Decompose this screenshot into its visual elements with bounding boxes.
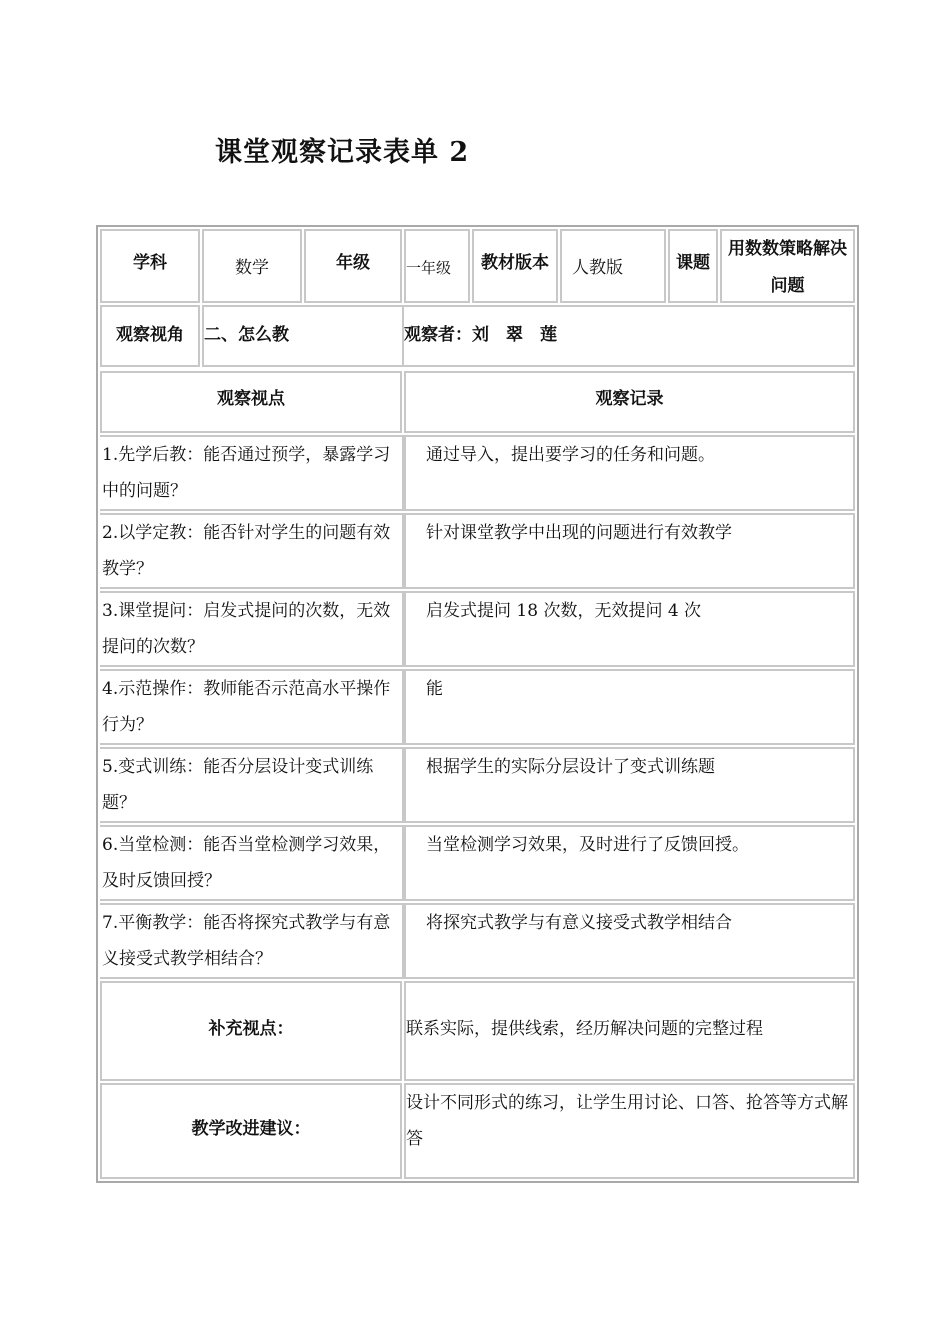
observation-record-6: 当堂检测学习效果，及时进行了反馈回授。 xyxy=(404,825,855,901)
observation-record-3: 启发式提问 18 次数，无效提问 4 次 xyxy=(404,591,855,667)
subject-value: 数学 xyxy=(202,229,302,303)
perspective-value: 二、怎么教 xyxy=(202,305,402,367)
topic-label: 课题 xyxy=(668,229,718,303)
topic-value: 用数数策略解决问题 xyxy=(720,229,855,303)
observation-point-3: 3.课堂提问：启发式提问的次数，无效提问的次数？ xyxy=(100,591,404,667)
supplement-value: 联系实际，提供线索，经历解决问题的完整过程 xyxy=(404,981,855,1081)
observation-point-7: 7.平衡教学：能否将探究式教学与有意义接受式教学相结合？ xyxy=(100,903,404,979)
observation-record-5: 根据学生的实际分层设计了变式训练题 xyxy=(404,747,855,823)
edition-value: 人教版 xyxy=(560,229,666,303)
observation-record-2: 针对课堂教学中出现的问题进行有效教学 xyxy=(404,513,855,589)
grade-value: 一年级 xyxy=(404,229,470,303)
observation-record-7: 将探究式教学与有意义接受式教学相结合 xyxy=(404,903,855,979)
observation-point-5: 5.变式训练：能否分层设计变式训练题？ xyxy=(100,747,404,823)
observation-record-4: 能 xyxy=(404,669,855,745)
observation-point-2: 2.以学定教：能否针对学生的问题有效教学？ xyxy=(100,513,404,589)
observation-record-1: 通过导入，提出要学习的任务和问题。 xyxy=(404,435,855,511)
page-title: 课堂观察记录表单 2 xyxy=(215,137,470,168)
supplement-label: 补充视点： xyxy=(100,981,402,1081)
observation-point-4: 4.示范操作：教师能否示范高水平操作行为？ xyxy=(100,669,404,745)
column-header-record: 观察记录 xyxy=(404,371,855,433)
suggestion-value: 设计不同形式的练习，让学生用讨论、口答、抢答等方式解答 xyxy=(404,1083,855,1179)
subject-label: 学科 xyxy=(100,229,200,303)
column-header-point: 观察视点 xyxy=(100,371,402,433)
observation-point-6: 6.当堂检测：能否当堂检测学习效果，及时反馈回授？ xyxy=(100,825,404,901)
edition-label: 教材版本 xyxy=(472,229,558,303)
perspective-label: 观察视角 xyxy=(100,305,200,367)
observation-point-1: 1.先学后教：能否通过预学，暴露学习中的问题？ xyxy=(100,435,404,511)
suggestion-label: 教学改进建议： xyxy=(100,1083,402,1179)
grade-label: 年级 xyxy=(304,229,402,303)
observer-name: 观察者：刘 翠 莲 xyxy=(402,305,855,367)
